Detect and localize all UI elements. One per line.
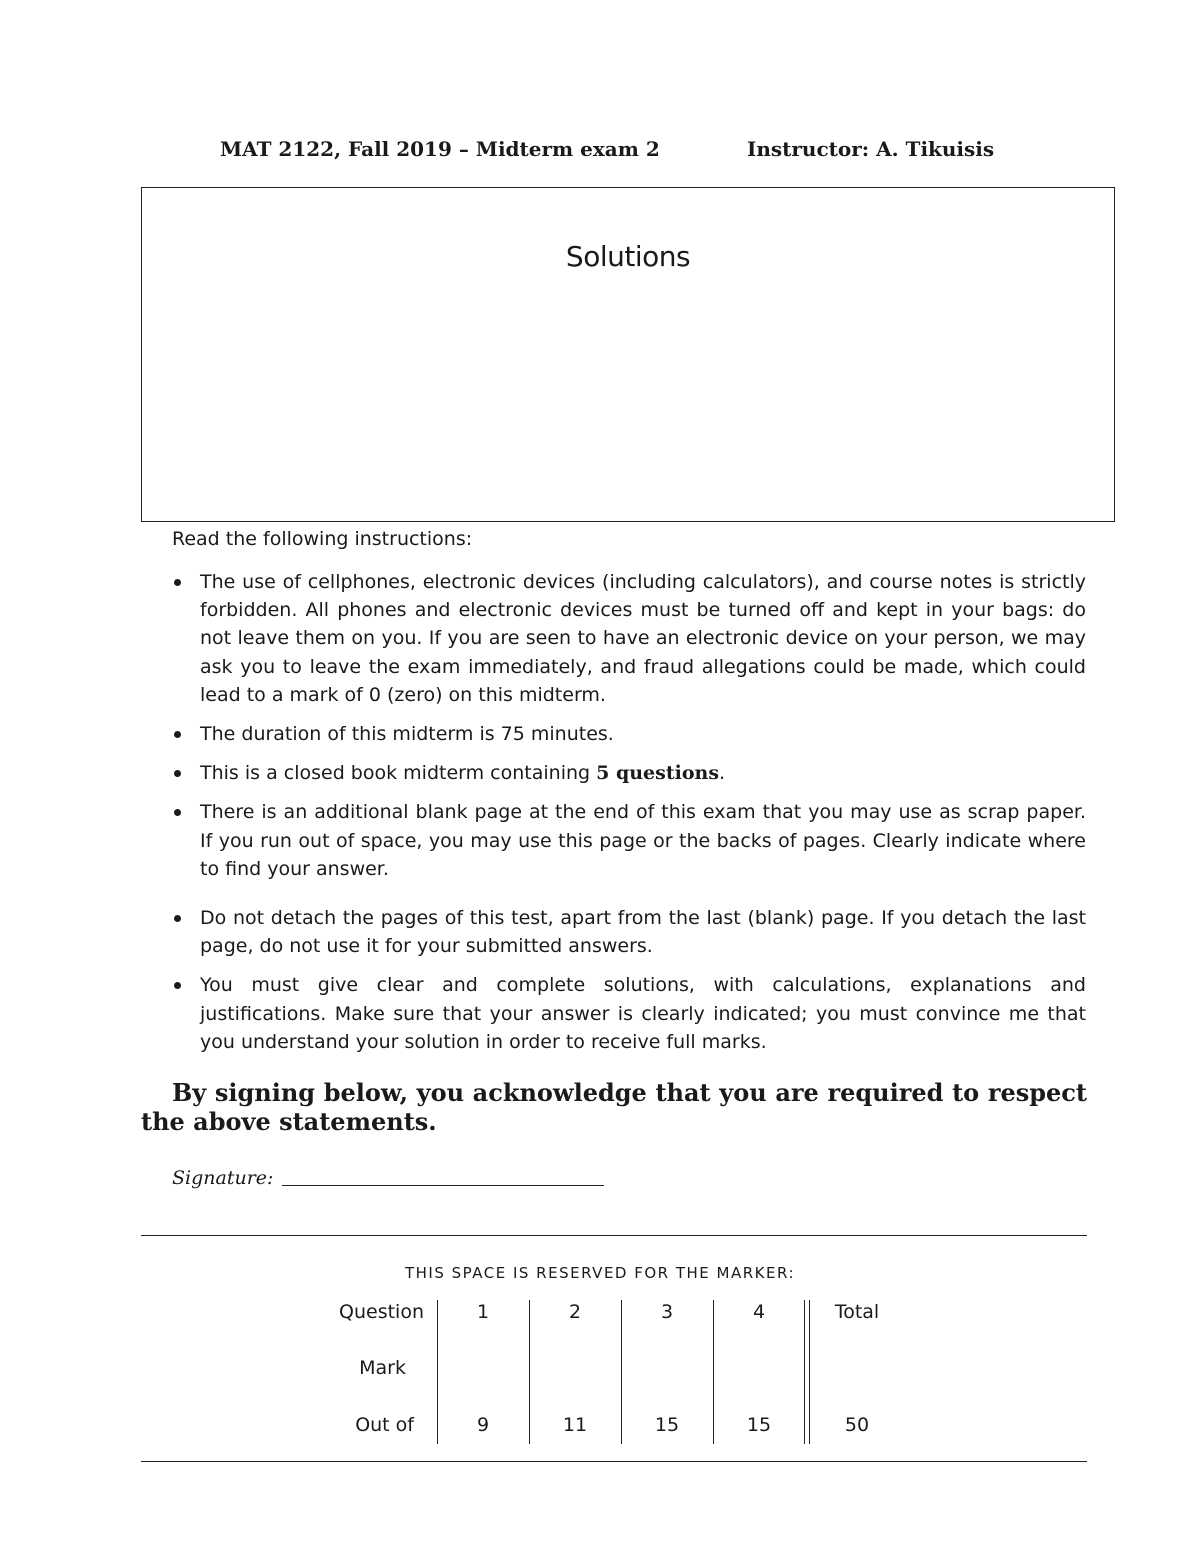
out-of-value: 15 bbox=[654, 1414, 680, 1436]
out-of-value: 15 bbox=[746, 1414, 772, 1436]
instructions-intro: Read the following instructions: bbox=[172, 528, 473, 550]
table-divider bbox=[621, 1300, 622, 1444]
out-of-value: 9 bbox=[476, 1414, 490, 1436]
bullet-icon bbox=[174, 579, 181, 586]
list-item bbox=[172, 720, 1086, 748]
list-item bbox=[172, 971, 1086, 1056]
out-of-value-total: 50 bbox=[844, 1414, 870, 1436]
instructor-name: Instructor: A. Tikuisis bbox=[747, 137, 995, 161]
instruction-text: Do not detach the pages of this test, apart from the last (blank) page. If you detach the last page, do not use it for your submitted answers. bbox=[200, 907, 1086, 958]
column-header: 1 bbox=[476, 1301, 490, 1323]
table-divider bbox=[529, 1300, 530, 1444]
list-item bbox=[172, 759, 1086, 787]
divider bbox=[141, 1235, 1087, 1236]
instruction-text: There is an additional blank page at the end of this exam that you may use as scrap paper. If you run out of space, you may use this page or the backs of pages. Clearly indicate where to find your answer. bbox=[200, 801, 1086, 880]
instruction-text-after: . bbox=[719, 762, 726, 785]
question-count: 5 questions bbox=[596, 762, 720, 785]
table-divider bbox=[437, 1300, 438, 1444]
instruction-text-before: This is a closed book midterm containing bbox=[200, 762, 597, 785]
column-header: 3 bbox=[660, 1301, 674, 1323]
table-divider bbox=[804, 1300, 805, 1444]
out-of-value: 11 bbox=[562, 1414, 588, 1436]
row-label-out-of: Out of bbox=[355, 1414, 414, 1436]
acknowledgement-statement: By signing below, you acknowledge that you are required to respect the above statements. bbox=[141, 1078, 1087, 1136]
exam-header bbox=[0, 137, 1200, 167]
instruction-text bbox=[200, 762, 725, 784]
list-item bbox=[172, 904, 1086, 960]
course-title: MAT 2122, Fall 2019 – Midterm exam 2 bbox=[220, 137, 660, 161]
instructions-list bbox=[172, 568, 1086, 1067]
divider bbox=[141, 1461, 1087, 1462]
list-item bbox=[172, 798, 1086, 883]
row-label-mark: Mark bbox=[359, 1357, 406, 1379]
column-header-total: Total bbox=[834, 1301, 880, 1323]
bullet-icon bbox=[174, 770, 181, 777]
bullet-icon bbox=[174, 982, 181, 989]
row-label-question: Question bbox=[339, 1301, 424, 1323]
instruction-text: You must give clear and complete solutions, with calculations, explanations and justifications. Make sure that your answer is clearly indicated; you must convince me that you understand your solution in order to receive full marks. bbox=[200, 974, 1086, 1053]
signature-line[interactable] bbox=[282, 1185, 604, 1186]
table-divider bbox=[713, 1300, 714, 1444]
column-header: 4 bbox=[752, 1301, 766, 1323]
table-divider bbox=[809, 1300, 810, 1444]
bullet-icon bbox=[174, 809, 181, 816]
column-header: 2 bbox=[568, 1301, 582, 1323]
page-title: Solutions bbox=[565, 240, 691, 273]
marker-heading: THIS SPACE IS RESERVED FOR THE MARKER: bbox=[404, 1264, 796, 1282]
bullet-icon bbox=[174, 915, 181, 922]
name-box bbox=[141, 187, 1115, 522]
signature-label: Signature: bbox=[172, 1167, 274, 1189]
bullet-icon bbox=[174, 731, 181, 738]
instruction-text: The use of cellphones, electronic devices (including calculators), and course notes is strictly forbidden. All phones and electronic devices must be turned off and kept in your bags: do not leave them on you. If you are seen to have an electronic device on your person, we may ask you to leave the exam immediately, and fraud allegations could be made, which could lead to a mark of 0 (zero) on this midterm. bbox=[200, 571, 1086, 706]
list-item bbox=[172, 568, 1086, 709]
instruction-text: The duration of this midterm is 75 minutes. bbox=[200, 723, 614, 746]
